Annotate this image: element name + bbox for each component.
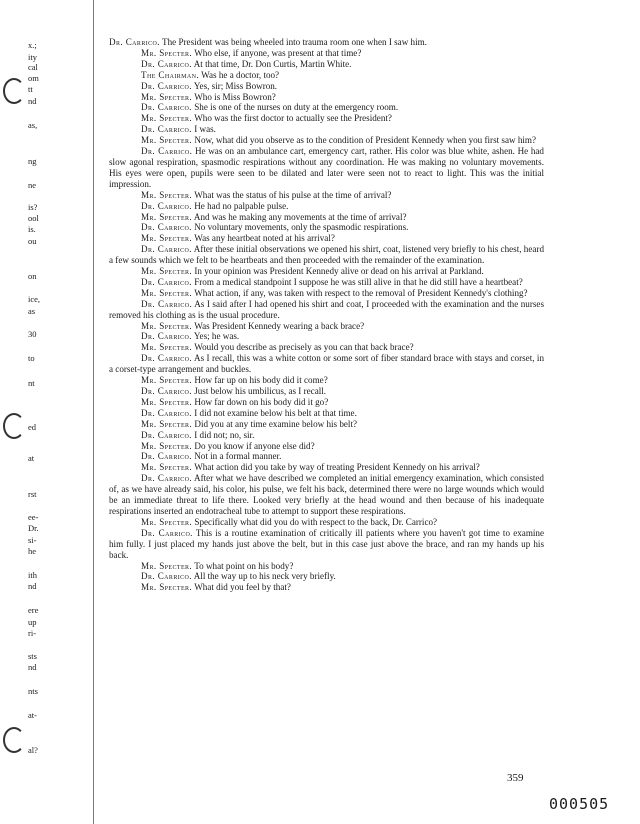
speaker-name: Mr. Specter. (141, 462, 193, 473)
speaker-name: Dr. Carrico. (141, 146, 193, 157)
speaker-name: Dr. Carrico. (141, 429, 192, 440)
speaker-name: Mr. Specter. (141, 91, 193, 102)
testimony-text: All the way up to his neck very briefly. (193, 571, 336, 582)
testimony-paragraph (109, 571, 544, 582)
testimony-paragraph (109, 528, 544, 561)
testimony-text: Would you describe as precisely as you can that back brace? (194, 342, 414, 353)
testimony-paragraph (109, 386, 544, 397)
testimony-paragraph (109, 397, 544, 408)
speaker-name: Dr. Carrico. (141, 200, 192, 211)
speaker-name: Mr. Specter. (141, 47, 193, 58)
speaker-name: Mr. Specter. (141, 135, 193, 146)
margin-fragment: is. (28, 224, 36, 234)
margin-fragment: ee- (28, 512, 39, 522)
testimony-transcript (109, 37, 544, 593)
margin-fragment: at (28, 453, 35, 463)
testimony-text: From a medical standpoint I suppose he was still alive in that he did still have a heartbeat? (194, 276, 523, 287)
speaker-name: Dr. Carrico. (141, 407, 192, 418)
testimony-text: What action did you take by way of treating President Kennedy on his arrival? (194, 462, 480, 473)
testimony-paragraph (109, 375, 544, 386)
testimony-paragraph (109, 190, 544, 201)
testimony-paragraph (109, 331, 544, 342)
testimony-text: What was the status of his pulse at the time of arrival? (194, 189, 392, 200)
testimony-text: Who was the first doctor to actually see the President? (194, 113, 392, 124)
testimony-paragraph (109, 135, 544, 146)
testimony-text: Who is Miss Bowron? (194, 91, 276, 102)
testimony-text: I did not; no, sir. (194, 429, 255, 440)
testimony-text: The President was being wheeled into trauma room one when I saw him. (162, 37, 427, 47)
speaker-name: Dr. Carrico. (141, 244, 192, 255)
speaker-name: Dr. Carrico. (141, 102, 192, 113)
speaker-name: Dr. Carrico. (141, 473, 193, 484)
speaker-name: Dr. Carrico. (141, 58, 192, 69)
margin-fragment: al? (28, 745, 38, 755)
margin-fragment: tt (28, 84, 33, 94)
margin-fragment: ool (28, 213, 39, 223)
speaker-name: Mr. Specter. (141, 342, 193, 353)
speaker-name: Dr. Carrico. (141, 124, 192, 135)
speaker-name: Mr. Specter. (141, 375, 193, 386)
margin-fragment: Dr. (28, 523, 39, 533)
page-number: 359 (507, 772, 524, 784)
testimony-text: What did you feel by that? (194, 582, 291, 593)
testimony-text: After these initial observations we opened his shirt, coat, listened very briefly to his chest, heard a few sounds which we felt to be heartbeats and then proceeded with the remainder of the examination. (109, 244, 544, 266)
testimony-text: Specifically what did you do with respect to the back, Dr. Carrico? (194, 516, 438, 527)
testimony-text: After what we have described we completed an initial emergency examination, which consisted of, as we have already said, his color, his pulse, we felt his back, determined there were no large wounds which would be an immediate threat to life there. Looked very briefly at the head wound and then because of his inadequate respirations inserted an endotracheal tube to attempt to support these respirations. (109, 473, 544, 516)
speaker-name: Mr. Specter. (141, 396, 193, 407)
speaker-name: Mr. Specter. (141, 211, 193, 222)
margin-fragment: rst (28, 489, 37, 499)
speaker-name: Mr. Specter. (141, 233, 193, 244)
speaker-name: Mr. Specter. (141, 582, 193, 593)
testimony-paragraph (109, 288, 544, 299)
margin-fragment: up (28, 617, 37, 627)
testimony-text: What action, if any, was taken with respect to the removal of President Kennedy's clothing? (194, 287, 528, 298)
margin-fragment: nt (28, 378, 35, 388)
testimony-text: And was he making any movements at the time of arrival? (193, 211, 407, 222)
testimony-text: Who else, if anyone, was present at that time? (194, 47, 362, 58)
testimony-text: Was he a doctor, too? (201, 69, 280, 80)
margin-fragment: ity (28, 52, 37, 62)
speaker-name: Mr. Specter. (141, 560, 193, 571)
testimony-paragraph (109, 146, 544, 190)
testimony-paragraph (109, 113, 544, 124)
testimony-text: I did not examine below his belt at that time. (194, 407, 357, 418)
speaker-name: Dr. Carrico. (141, 527, 193, 538)
margin-fragment: x.; (28, 40, 37, 50)
margin-fragment: nd (28, 662, 37, 672)
speaker-name: Dr. Carrico. (141, 276, 192, 287)
testimony-paragraph (109, 201, 544, 212)
speaker-name: Dr. Carrico. (141, 331, 192, 342)
testimony-text: As I said after I had opened his shirt and coat, I proceeded with the examination and the nurses removed his clothing as is the usual procedure. (109, 298, 544, 320)
testimony-paragraph (109, 353, 544, 375)
testimony-paragraph (109, 408, 544, 419)
testimony-paragraph (109, 92, 544, 103)
testimony-text: Yes, sir; Miss Bowron. (193, 80, 278, 91)
testimony-paragraph (109, 342, 544, 353)
testimony-paragraph (109, 233, 544, 244)
testimony-paragraph (109, 124, 544, 135)
testimony-paragraph (109, 244, 544, 266)
testimony-paragraph (109, 212, 544, 223)
margin-fragment: on (28, 271, 37, 281)
testimony-paragraph (109, 102, 544, 113)
testimony-paragraph (109, 222, 544, 233)
testimony-text: This is a routine examination of critically ill patients where you haven't got time to examine him fully. I just placed my hands just above the belt, but in this case just above the brace, and ran my hands up his back. (109, 527, 545, 560)
margin-fragment: ri- (28, 628, 37, 638)
margin-fragment: as, (28, 120, 38, 130)
margin-fragment: ou (28, 236, 37, 246)
testimony-text: He was on an ambulance cart, emergency cart, rather. His color was blue white, ashen. He had slow agonal respiration, spasmodic respirations without any coordination. He was making no voluntary movements. His eyes were open, pupils were seen to be dilated and later were seen not to react to light. This was the initial impression. (109, 146, 544, 189)
testimony-paragraph (109, 419, 544, 430)
testimony-text: How far up on his body did it come? (194, 375, 328, 386)
speaker-name: Dr. Carrico. (141, 80, 192, 91)
testimony-paragraph (109, 37, 544, 48)
margin-fragment: as (28, 306, 36, 316)
speaker-name: Dr. Carrico. (141, 386, 192, 396)
testimony-text: Not in a formal manner. (194, 451, 282, 462)
testimony-paragraph (109, 70, 544, 81)
testimony-paragraph (109, 81, 544, 92)
testimony-paragraph (109, 561, 544, 572)
speaker-name: Mr. Specter. (141, 189, 193, 200)
testimony-text: Did you at any time examine below his belt? (194, 418, 358, 429)
testimony-paragraph (109, 582, 544, 593)
testimony-paragraph (109, 430, 544, 441)
margin-fragment: ed (28, 422, 37, 432)
speaker-name: Dr. Carrico. (141, 222, 192, 233)
testimony-paragraph (109, 48, 544, 59)
speaker-name: Dr. Carrico. (141, 353, 193, 364)
testimony-text: Do you know if anyone else did? (194, 440, 315, 451)
testimony-paragraph (109, 321, 544, 332)
testimony-text: She is one of the nurses on duty at the emergency room. (194, 102, 399, 113)
testimony-text: As I recall, this was a white cotton or some sort of fiber standard brace with stays and corset, in a corset-type arrangement and buckles. (109, 353, 544, 375)
margin-fragment: nd (28, 96, 37, 106)
margin-fragment: sts (28, 651, 37, 661)
speaker-name: Mr. Specter. (141, 440, 193, 451)
margin-fragment: 30 (28, 329, 37, 339)
punch-hole (3, 727, 25, 753)
speaker-name: Dr. Carrico. (109, 37, 160, 47)
testimony-paragraph (109, 517, 544, 528)
speaker-name: Mr. Specter. (141, 516, 193, 527)
margin-fragment: ne (28, 180, 37, 190)
speaker-name: Dr. Carrico. (141, 451, 192, 462)
testimony-paragraph (109, 473, 544, 517)
testimony-text: Now, what did you observe as to the condition of President Kennedy when you first saw him? (194, 135, 537, 146)
testimony-text: No voluntary movements, only the spasmodic respirations. (194, 222, 409, 233)
testimony-paragraph (109, 299, 544, 321)
testimony-paragraph (109, 59, 544, 70)
testimony-paragraph (109, 451, 544, 462)
speaker-name: Mr. Specter. (141, 266, 193, 277)
punch-hole (3, 413, 25, 439)
punch-hole (3, 78, 25, 104)
margin-fragment: is? (28, 202, 38, 212)
margin-fragment: at- (28, 710, 37, 720)
margin-fragment: ith (28, 570, 37, 580)
margin-fragment: ere (28, 605, 39, 615)
document-stamp-number: 000505 (549, 795, 610, 813)
testimony-paragraph (109, 462, 544, 473)
margin-fragment: ng (28, 156, 37, 166)
margin-fragment: nts (28, 686, 38, 696)
testimony-text: I was. (194, 124, 216, 135)
testimony-text: Was President Kennedy wearing a back brace? (194, 320, 365, 331)
margin-fragment: to (28, 353, 35, 363)
margin-fragment: nd (28, 581, 37, 591)
binding-margin-line (93, 0, 94, 824)
margin-fragment: he (28, 546, 37, 556)
testimony-text: He had no palpable pulse. (194, 200, 289, 211)
testimony-paragraph (109, 266, 544, 277)
speaker-name: Mr. Specter. (141, 113, 193, 124)
speaker-name: Dr. Carrico. (141, 571, 192, 582)
speaker-name: Dr. Carrico. (141, 298, 193, 309)
testimony-text: Yes; he was. (193, 331, 240, 342)
testimony-paragraph (109, 277, 544, 288)
testimony-text: To what point on his body? (194, 560, 294, 571)
testimony-text: Just below his umbilicus, as I recall. (194, 386, 327, 396)
testimony-text: Was any heartbeat noted at his arrival? (194, 233, 335, 244)
margin-fragment: si- (28, 535, 37, 545)
speaker-name: The Chairman. (141, 69, 200, 80)
testimony-paragraph (109, 441, 544, 452)
margin-fragment: ice, (28, 294, 41, 304)
margin-fragment: om (28, 73, 39, 83)
testimony-text: How far down on his body did it go? (194, 396, 329, 407)
testimony-text: At that time, Dr. Don Curtis, Martin White. (193, 58, 352, 69)
speaker-name: Mr. Specter. (141, 287, 193, 298)
margin-fragment: cal (28, 62, 38, 72)
speaker-name: Mr. Specter. (141, 418, 193, 429)
speaker-name: Mr. Specter. (141, 320, 193, 331)
testimony-text: In your opinion was President Kennedy alive or dead on his arrival at Parkland. (194, 266, 484, 277)
